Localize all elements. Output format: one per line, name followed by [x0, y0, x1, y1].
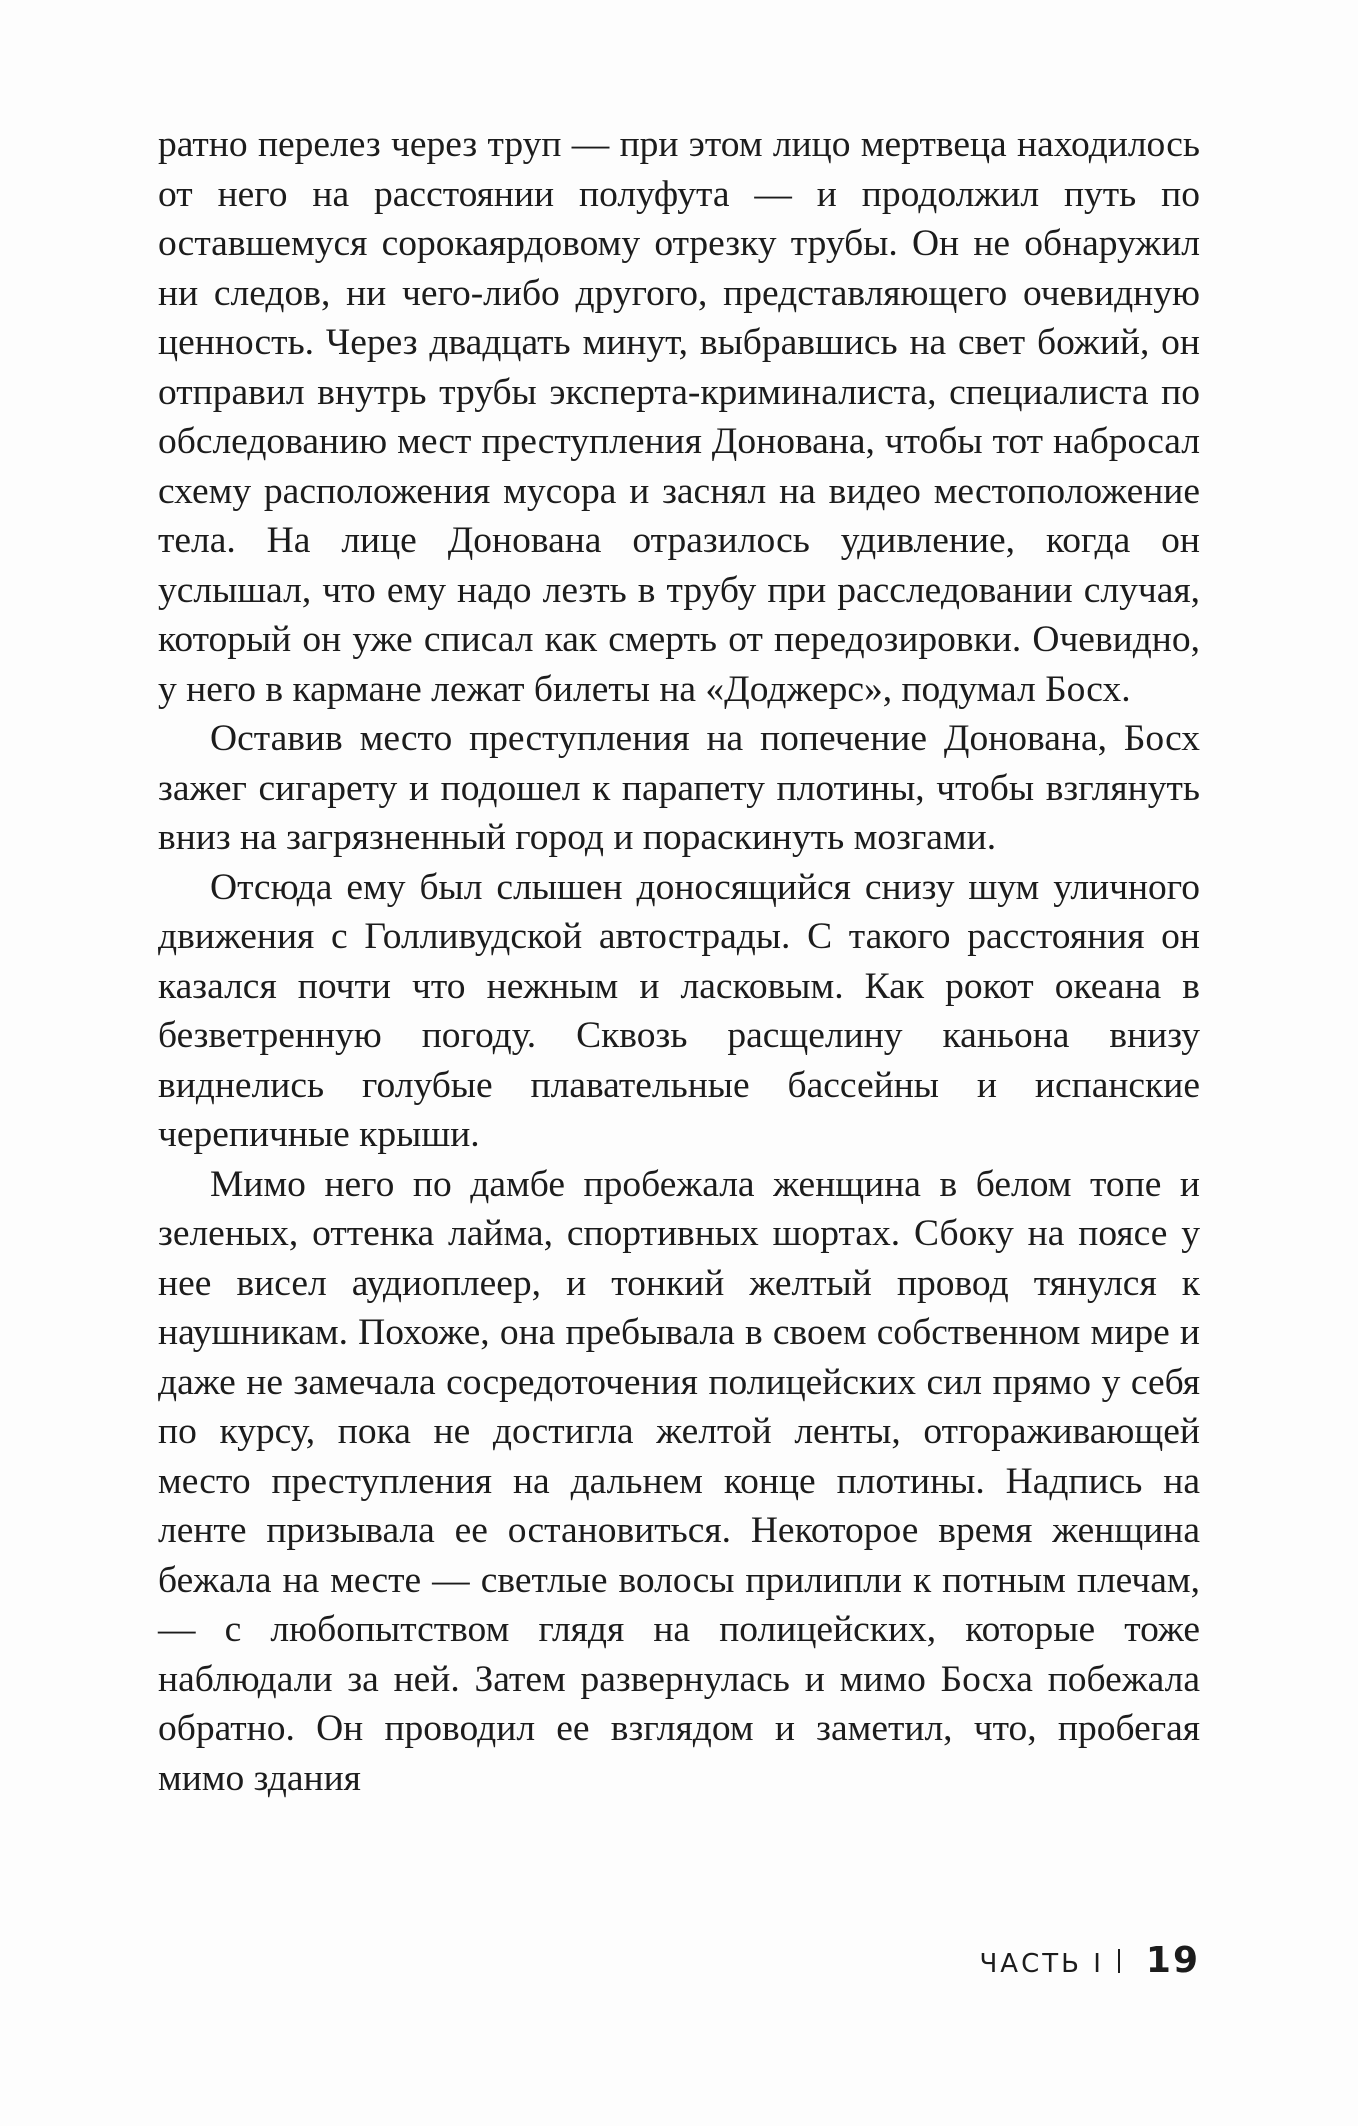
paragraph-3: Отсюда ему был слышен доносящийся снизу шум уличного движения с Голливудской автострады. С такого расстояния он казался почти что нежным и ласковым. Как рокот океана в безветренную погоду. Сквозь расщелину каньона внизу виднелись голубые плавательные бассейны и испанские черепичные крыши.: [158, 866, 1200, 1155]
paragraph-4: Мимо него по дамбе пробежала женщина в белом топе и зеленых, оттенка лайма, спортивных шортах. Сбоку на поясе у нее висел аудиоплеер, и тонкий желтый провод тянулся к наушникам. Похоже, она пребывала в своем собственном мире и даже не замечала сосредоточения полицейских сил прямо у себя по курсу, пока не достигла желтой ленты, отгораживающей место преступления на дальнем конце плотины. Надпись на ленте призывала ее остановиться. Некоторое время женщина бежала на месте — светлые волосы прилипли к потным плечам, — с любопытством глядя на полицейских, которые тоже наблюдали за ней. Затем развернулась и мимо Босха побежала обратно. Он проводил ее взглядом и заметил, что, пробегая мимо здания: [158, 1163, 1200, 1799]
paragraph-1: ратно перелез через труп — при этом лицо мертвеца находилось от него на расстоянии полуфута — и продолжил путь по оставшемуся сорокаярдовому отрезку трубы. Он не обнаружил ни следов, ни чего-либо другого, представляющего очевидную ценность. Через двадцать минут, выбравшись на свет божий, он отправил внутрь трубы эксперта-криминалиста, специалиста по обследованию мест преступления Донована, чтобы тот набросал схему расположения мусора и заснял на видео местоположение тела. На лице Донована отразилось удивление, когда он услышал, что ему надо лезть в трубу при расследовании случая, который он уже списал как смерть от передозировки. Очевидно, у него в кармане лежат билеты на «Доджерс», подумал Босх.: [158, 124, 1200, 710]
body-text: [158, 120, 1200, 1803]
paragraph-2: Оставив место преступления на попечение Донована, Босх зажег сигарету и подошел к парапету плотины, чтобы взглянуть вниз на загрязненный город и пораскинуть мозгами.: [158, 718, 1200, 858]
running-head: ЧАСТЬ I: [979, 1949, 1104, 1979]
page-number: 19: [1145, 1940, 1200, 1981]
footer-separator: [1118, 1949, 1120, 1973]
page-footer: [979, 1940, 1200, 1981]
